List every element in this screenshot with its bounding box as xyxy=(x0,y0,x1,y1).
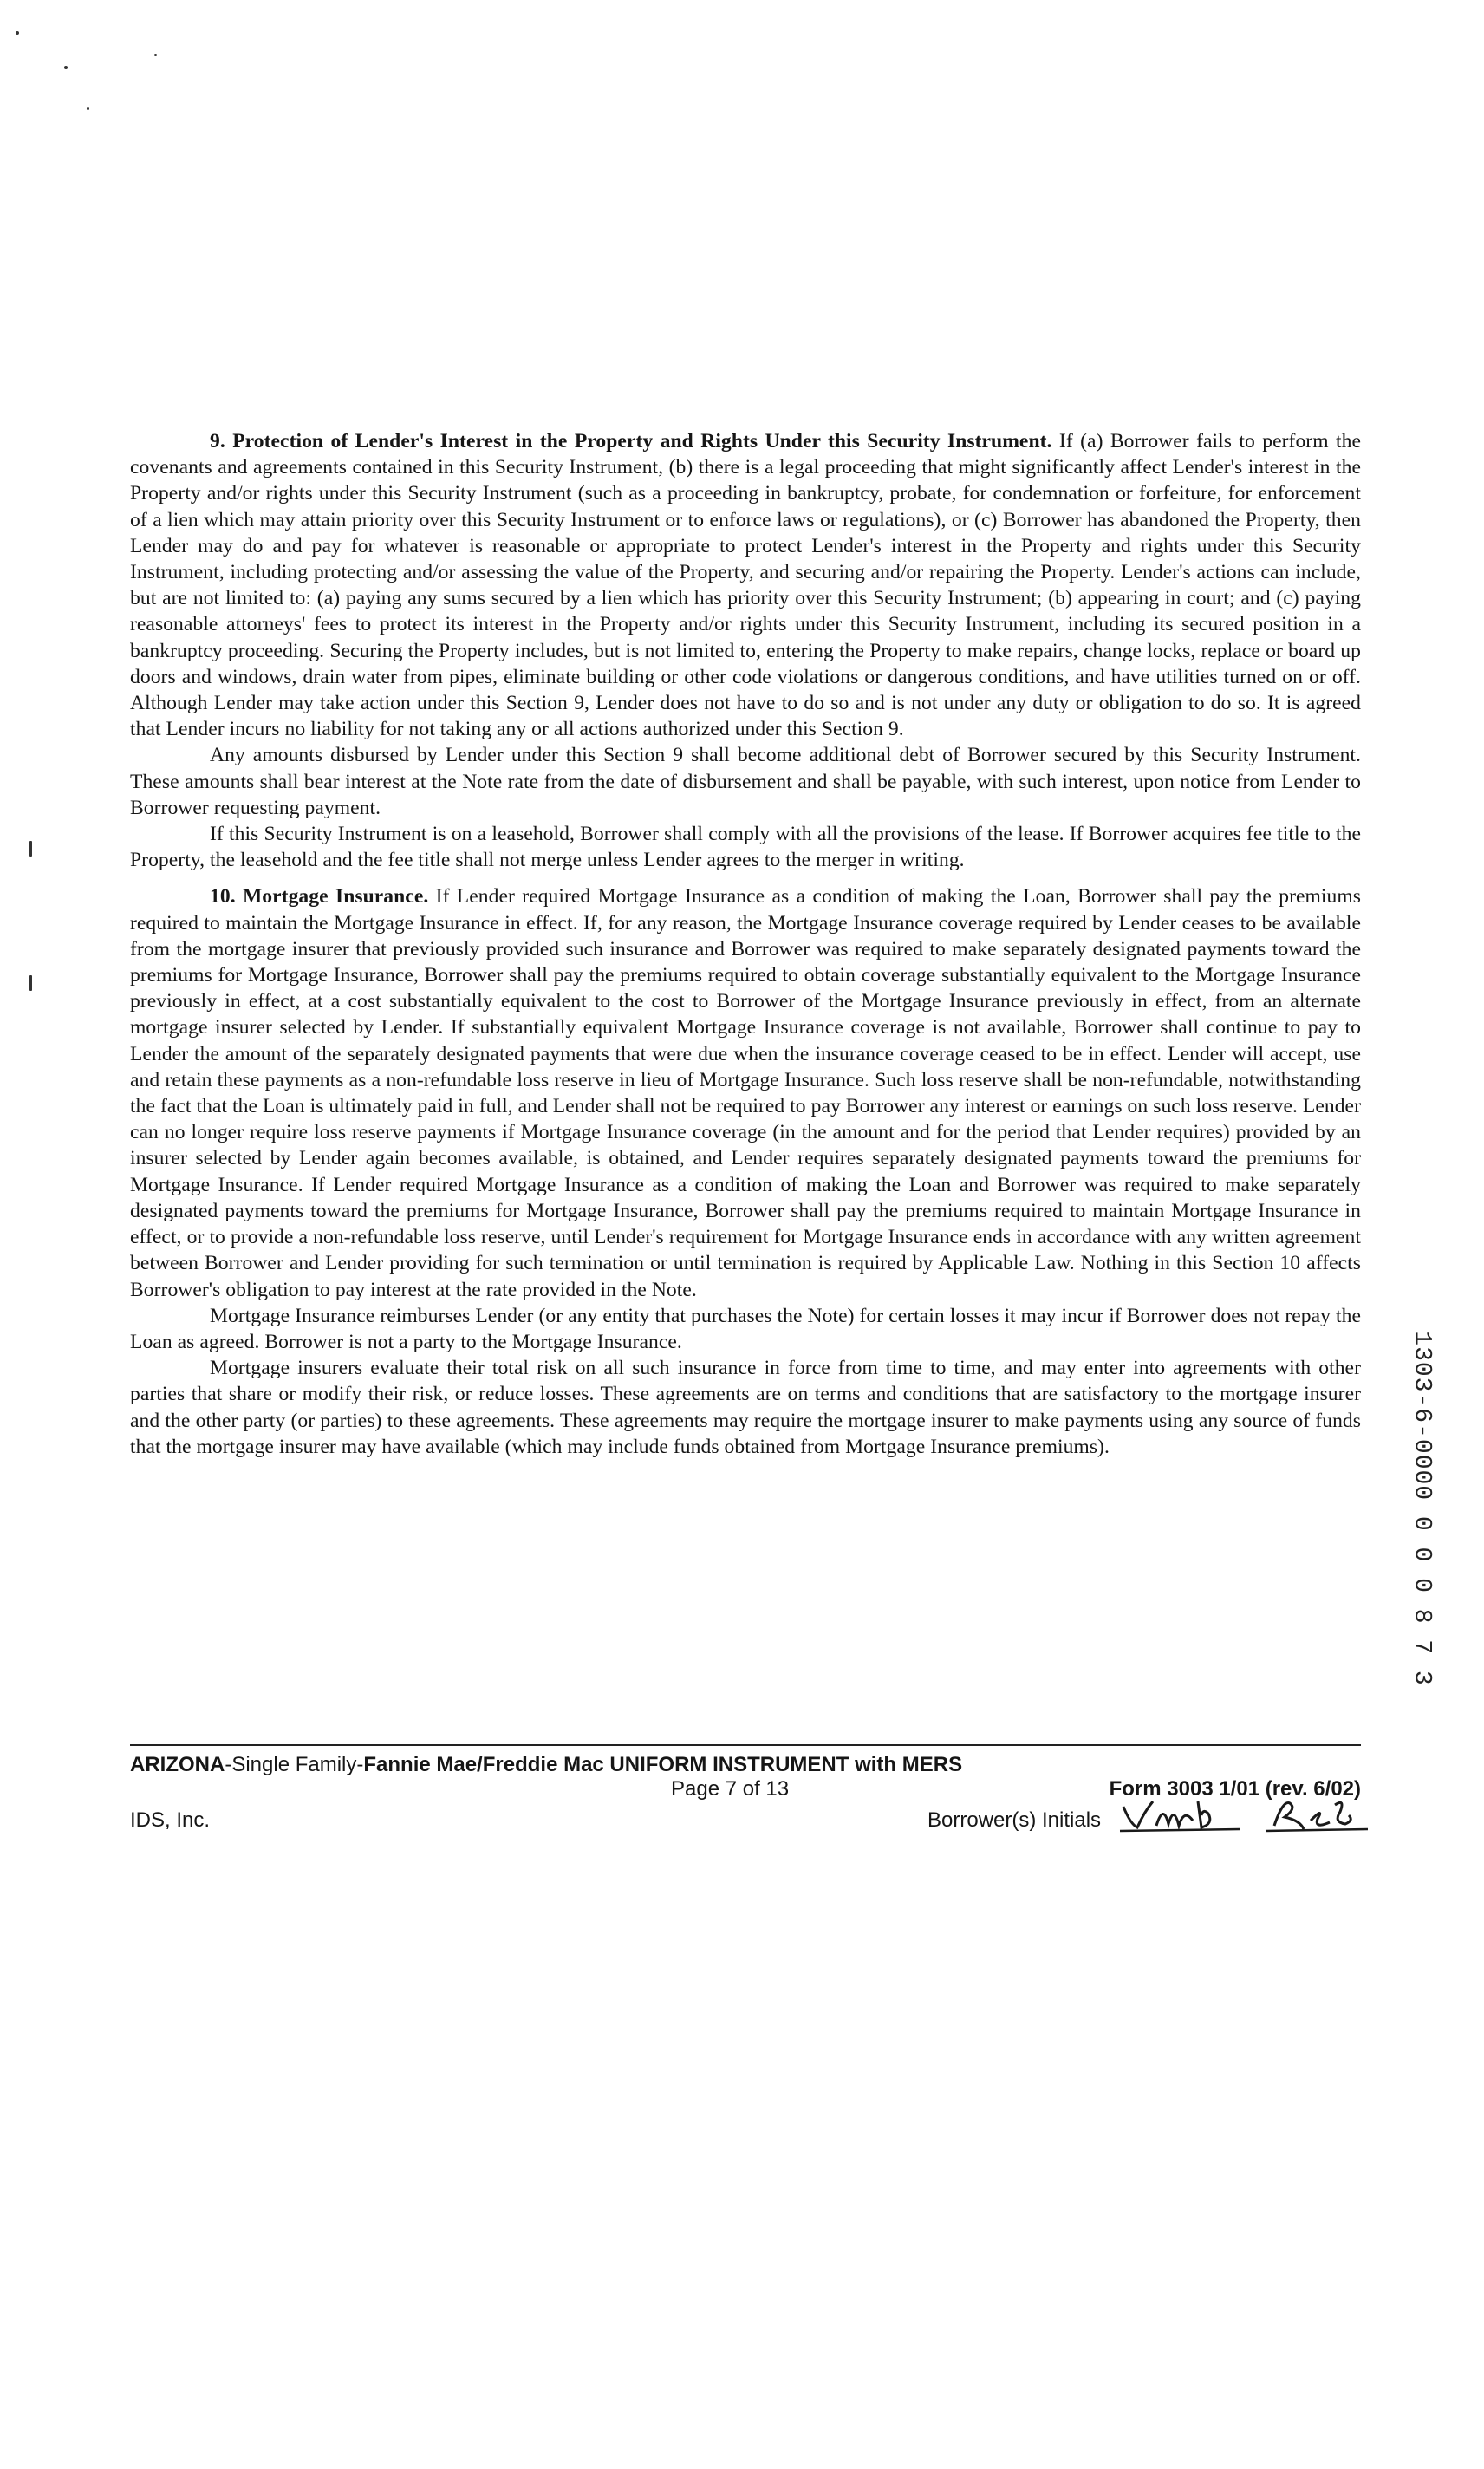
side-document-stamp xyxy=(1406,1331,1437,1686)
form-state: ARIZONA xyxy=(130,1753,225,1776)
section-10-heading: 10. Mortgage Insurance. xyxy=(210,885,429,909)
section-9-paragraph-1 xyxy=(130,428,1361,742)
form-title xyxy=(130,1753,1361,1777)
section-9-text: If (a) Borrower fails to perform the covenants and agreements contained in this Security Instrument, (b) there is a legal proceeding that might significantly affect Lender's interest in the Property and/or rights under this Security Instrument (such as a proceeding in bankruptcy, probate, for condemnation or forfeiture, for enforcement of a lien which may attain priority over this Security Instrument or to enforce laws or regulations), or (c) Borrower has abandoned the Property, then Lender may do and pay for whatever is reasonable or appropriate to protect Lender's interest in the Property and rights under this Security Instrument, including protecting and/or assessing the value of the Property, and securing and/or repairing the Property. Lender's actions can include, but are not limited to: (a) paying any sums secured by a lien which has priority over this Security Instrument; (b) appearing in court; and (c) paying reasonable attorneys' fees to protect its interest in the Property and/or rights under this Security Instrument, including its secured position in a bankruptcy proceeding. Securing the Property includes, but is not limited to, entering the Property to make repairs, change locks, replace or board up doors and windows, drain water from pipes, eliminate building or other code violations or dangerous conditions, and have utilities turned on or off. Although Lender may take action under this Section 9, Lender does not have to do so and is not under any duty or obligation to do so. It is agreed that Lender incurs no liability for not taking any or all actions authorized under this Section 9. xyxy=(130,430,1361,741)
section-9-paragraph-3: If this Security Instrument is on a leasehold, Borrower shall comply with all the provisions of the lease. If Borrower acquires fee title to the Property, the leasehold and the fee title shall not merge unless Lender agrees to the merger in writing. xyxy=(130,823,1361,872)
body-text xyxy=(130,428,1361,1460)
initials-label: Borrower(s) Initials xyxy=(928,1808,1102,1832)
section-10-paragraph-2: Mortgage Insurance reimburses Lender (or any entity that purchases the Note) for certain losses it may incur if Borrower does not repay the Loan as agreed. Borrower is not a party to the Mortgage Insurance. xyxy=(130,1304,1361,1353)
footer-divider xyxy=(130,1744,1361,1746)
side-stamp-text: 1303-6-0000 0 0 0 8 7 3 xyxy=(1408,1331,1435,1686)
section-9-heading: 9. Protection of Lender's Interest in the Property and Rights Under this Security Instrument. xyxy=(210,430,1052,453)
page-number: Page 7 of 13 xyxy=(671,1777,790,1801)
scan-speck xyxy=(64,66,68,69)
scan-speck xyxy=(29,975,32,991)
form-number: Form 3003 1/01 (rev. 6/02) xyxy=(1109,1777,1361,1801)
section-9-paragraph-2: Any amounts disbursed by Lender under this Section 9 shall become additional debt of Borrower secured by this Security Instrument. These amounts shall bear interest at the Note rate from the date of disbursement and shall be payable, with such interest, upon notice from Lender to Borrower requesting payment. xyxy=(130,744,1361,819)
form-title-bold: Fannie Mae/Freddie Mac UNIFORM INSTRUMENT with MERS xyxy=(363,1753,963,1776)
borrower-initials-signature xyxy=(1118,1795,1370,1834)
form-title-plain: -Single Family- xyxy=(225,1753,364,1776)
scan-speck xyxy=(29,841,32,857)
scan-speck xyxy=(154,54,157,56)
section-10-paragraph-1 xyxy=(130,883,1361,1302)
scan-speck xyxy=(16,31,19,35)
section-10-text: If Lender required Mortgage Insurance as a condition of making the Loan, Borrower shall pay the premiums required to maintain the Mortgage Insurance in effect. If, for any reason, the Mortgage Insurance coverage required by Lender ceases to be available from the mortgage insurer that previously provided such insurance and Borrower was required to make separately designated payments toward the premiums for Mortgage Insurance, Borrower shall pay the premiums required to obtain coverage substantially equivalent to the Mortgage Insurance previously in effect, at a cost substantially equivalent to the cost to Borrower of the Mortgage Insurance previously in effect, from an alternate mortgage insurer selected by Lender. If substantially equivalent Mortgage Insurance coverage is not available, Borrower shall continue to pay to Lender the amount of the separately designated payments that were due when the insurance coverage ceased to be in effect. Lender will accept, use and retain these payments as a non-refundable loss reserve in lieu of Mortgage Insurance. Such loss reserve shall be non-refundable, notwithstanding the fact that the Loan is ultimately paid in full, and Lender shall not be required to pay Borrower any interest or earnings on such loss reserve. Lender can no longer require loss reserve payments if Mortgage Insurance coverage (in the amount and for the period that Lender requires) provided by an insurer selected by Lender again becomes available, is obtained, and Lender requires separately designated payments toward the premiums for Mortgage Insurance. If Lender required Mortgage Insurance as a condition of making the Loan and Borrower was required to make separately designated payments toward the premiums for Mortgage Insurance, Borrower shall pay the premiums required to maintain Mortgage Insurance in effect, or to provide a non-refundable loss reserve, until Lender's requirement for Mortgage Insurance ends in accordance with any written agreement between Borrower and Lender providing for such termination or until termination is required by Applicable Law. Nothing in this Section 10 affects Borrower's obligation to pay interest at the rate provided in the Note. xyxy=(130,885,1361,1301)
scan-speck xyxy=(87,107,89,110)
company-name: IDS, Inc. xyxy=(130,1808,211,1832)
section-10-paragraph-3: Mortgage insurers evaluate their total risk on all such insurance in force from time to time, and may enter into agreements with other parties that share or modify their risk, or reduce losses. These agreements are on terms and conditions that are satisfactory to the mortgage insurer and the other party (or parties) to these agreements. These agreements may require the mortgage insurer to make payments using any source of funds that the mortgage insurer may have available (which may include funds obtained from Mortgage Insurance premiums). xyxy=(130,1357,1361,1458)
